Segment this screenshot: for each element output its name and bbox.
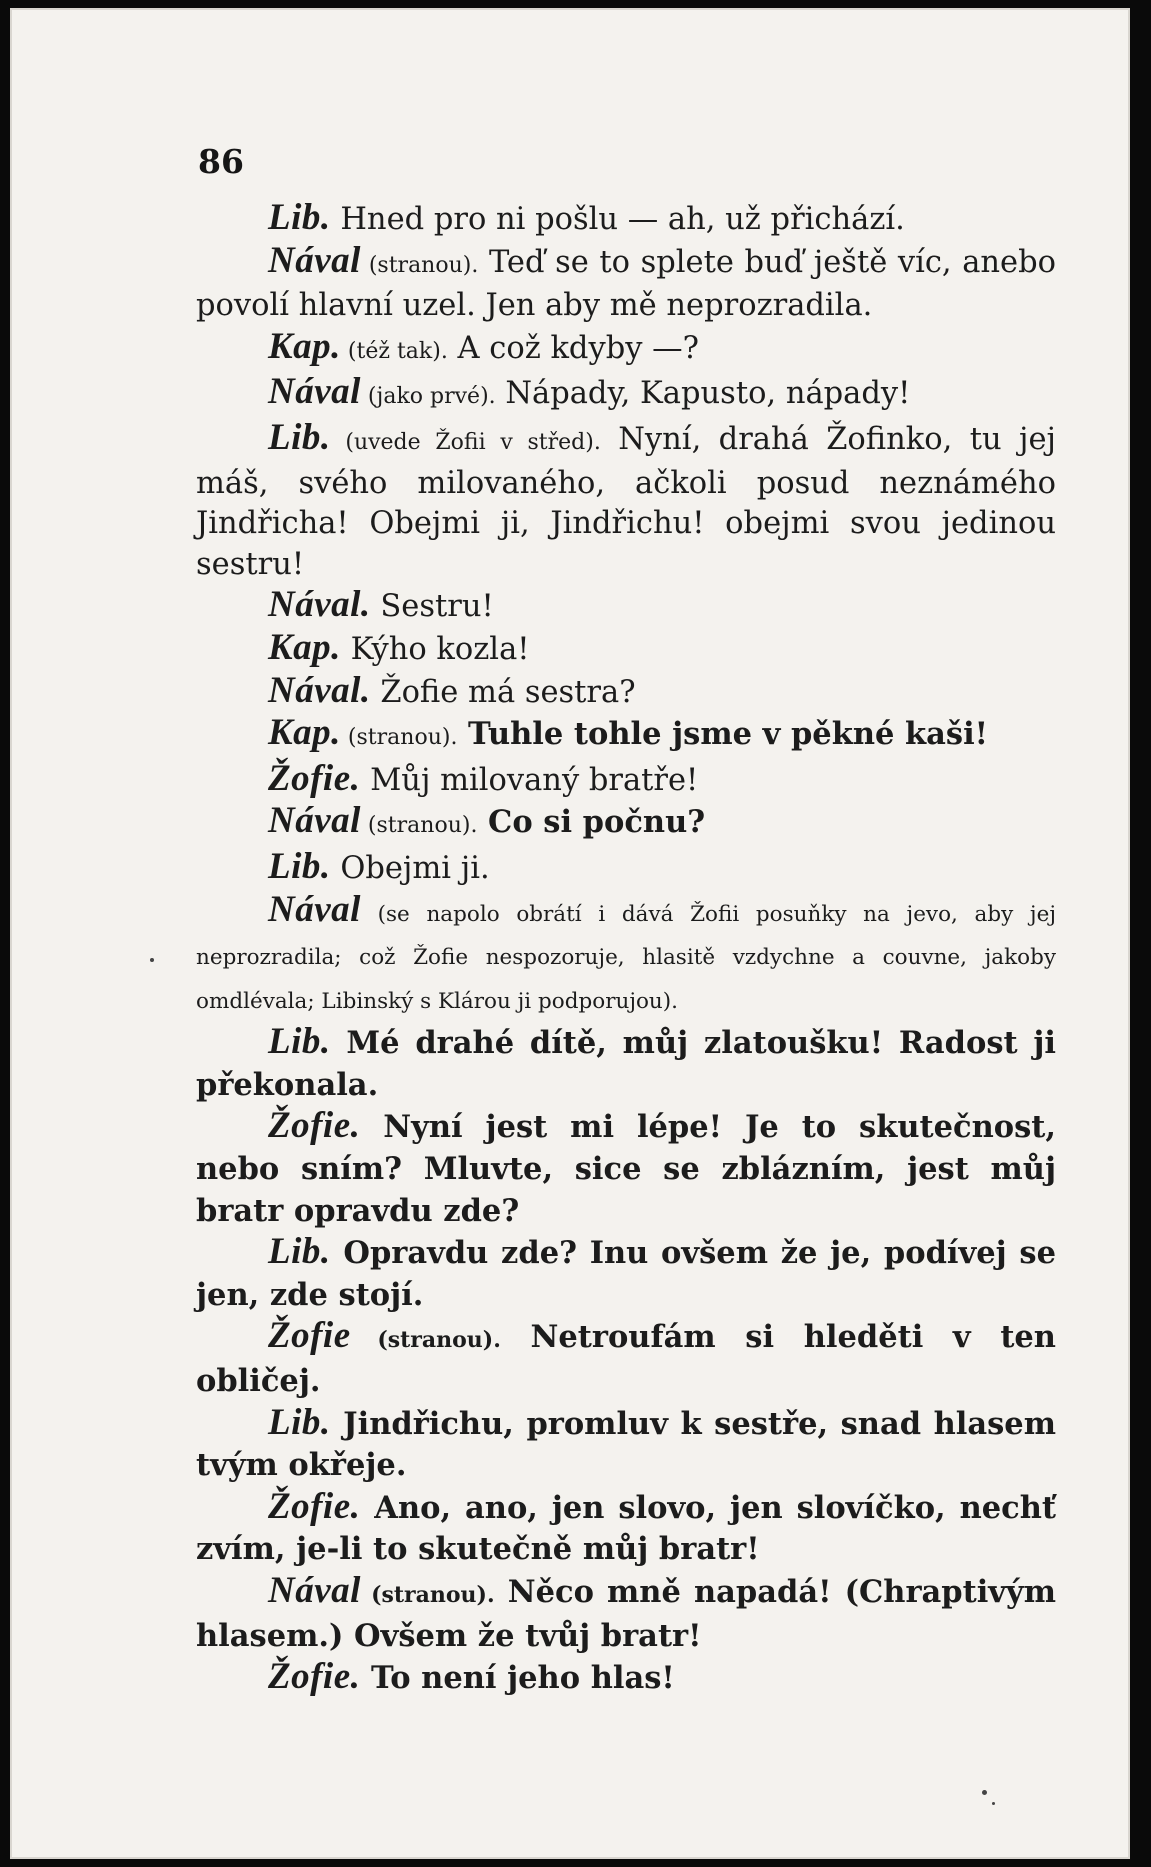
speaker-name: Lib. <box>268 197 331 238</box>
dialogue-line <box>196 1316 1056 1402</box>
speaker-name: Kap. <box>268 325 341 367</box>
dialogue-text <box>196 198 1056 1700</box>
dialogue-line <box>196 671 1056 714</box>
line-text: Mé drahé dítě, můj zlatoušku! Radost ji překonala. <box>196 1025 1056 1103</box>
dialogue-line <box>196 801 1056 847</box>
speaker-name: Kap. <box>268 712 341 754</box>
speaker-name: Nával <box>268 371 361 413</box>
stage-direction: (stranou). <box>350 1327 501 1354</box>
dialogue-line <box>196 241 1056 327</box>
dialogue-line <box>196 1106 1056 1232</box>
print-speck <box>992 1802 995 1805</box>
dialogue-line <box>196 1571 1056 1657</box>
line-text: Ano, ano, jen slovo, jen slovíčko, nechť zvím, je-li to skutečně můj bratr! <box>196 1489 1056 1568</box>
line-text: Sestru! <box>370 589 494 625</box>
stage-direction: (stranou). <box>340 725 458 751</box>
speaker-name: Žofie. <box>268 1485 361 1527</box>
stage-direction: (stranou). <box>360 1582 495 1608</box>
dialogue-line <box>196 713 1056 759</box>
line-text: To není jeho hlas! <box>360 1660 675 1697</box>
speaker-name: Lib. <box>268 845 331 887</box>
line-text: Nyní jest mi lépe! Je to skutečnost, nebo sním? Mluvte, sice se zblázním, jest můj bratr opravdu zde? <box>196 1109 1056 1229</box>
dialogue-line <box>196 1657 1056 1700</box>
speaker-name: Žofie. <box>268 1656 361 1698</box>
dialogue-line <box>196 585 1056 628</box>
line-text: Teď se to splete buď ještě víc, anebo povolí hlavní uzel. Jen aby mě neprozradila. <box>196 244 1056 324</box>
speaker-name: Nával <box>268 800 361 842</box>
dialogue-line <box>196 1022 1056 1106</box>
speaker-name: Žofie. <box>268 1105 361 1147</box>
speaker-name: Žofie <box>268 1315 351 1357</box>
speaker-name: Žofie. <box>268 757 361 799</box>
line-text: Tuhle tohle jsme v pěkné kaši! <box>457 716 989 753</box>
dialogue-line <box>196 847 1056 890</box>
speaker-name: Nával. <box>268 584 371 626</box>
speaker-name: Lib. <box>268 1401 331 1443</box>
dialogue-line <box>196 1232 1056 1316</box>
line-text: Opravdu zde? Inu ovšem že je, podívej se jen, zde stojí. <box>196 1235 1056 1313</box>
line-text: Obejmi ji. <box>330 850 490 886</box>
speaker-name: Lib. <box>268 1021 331 1063</box>
line-text: Žofie má sestra? <box>370 674 636 710</box>
dialogue-line <box>196 198 1056 241</box>
dialogue-line <box>196 628 1056 671</box>
speaker-name: Nával <box>268 1570 361 1611</box>
speaker-name: Kap. <box>268 626 341 668</box>
dialogue-line <box>196 418 1056 585</box>
line-text: Kýho kozla! <box>340 631 530 667</box>
speaker-name: Nával <box>268 239 361 281</box>
line-text: Nyní, drahá Žofinko, tu jej máš, svého milovaného, ačkoli posud neznámého Jindřicha! Obejmi ji, Jindřichu! obejmi svou jedinou sestru! <box>196 421 1057 582</box>
speaker-name: Nával <box>268 888 361 930</box>
dialogue-line <box>196 327 1056 373</box>
stage-direction: (uvede Žofii v střed). <box>330 429 601 455</box>
line-text: Co si počnu? <box>477 804 706 841</box>
dialogue-line <box>196 1403 1056 1487</box>
dialogue-line <box>196 1487 1056 1571</box>
stage-direction: (se napolo obrátí i dává Žofii posuňky na jevo, aby jej neprozradila; což Žofie nespozoruje, hlasitě vzdychne a couvne, jakoby omdlévala; Libinský s Klárou ji podporujou). <box>196 901 1056 1014</box>
print-speck <box>982 1790 987 1795</box>
line-text: Jindřichu, promluv k sestře, snad hlasem tvým okřeje. <box>196 1405 1056 1484</box>
dialogue-line <box>196 890 1056 1023</box>
speaker-name: Lib. <box>268 416 331 458</box>
stage-direction: (stranou). <box>360 252 479 278</box>
speaker-name: Nával. <box>268 669 371 711</box>
speaker-name: Lib. <box>268 1231 331 1273</box>
dialogue-line <box>196 759 1056 802</box>
stage-direction: (též tak). <box>340 338 448 364</box>
dialogue-line <box>196 372 1056 418</box>
line-text: Netroufám si hleděti v ten obličej. <box>196 1319 1056 1400</box>
line-text: Hned pro ni pošlu — ah, už přichází. <box>330 202 905 237</box>
stage-direction: (stranou). <box>360 813 478 839</box>
print-speck <box>150 958 154 962</box>
page-number: 86 <box>198 142 244 181</box>
line-text: Nápady, Kapusto, nápady! <box>495 376 911 412</box>
line-text: Něco mně napadá! (Chraptivým hlasem.) Ovšem že tvůj bratr! <box>196 1574 1056 1654</box>
line-text: A což kdyby —? <box>447 330 699 366</box>
line-text: Můj milovaný bratře! <box>360 762 699 798</box>
book-page <box>10 8 1130 1859</box>
stage-direction: (jako prvé). <box>360 384 496 410</box>
